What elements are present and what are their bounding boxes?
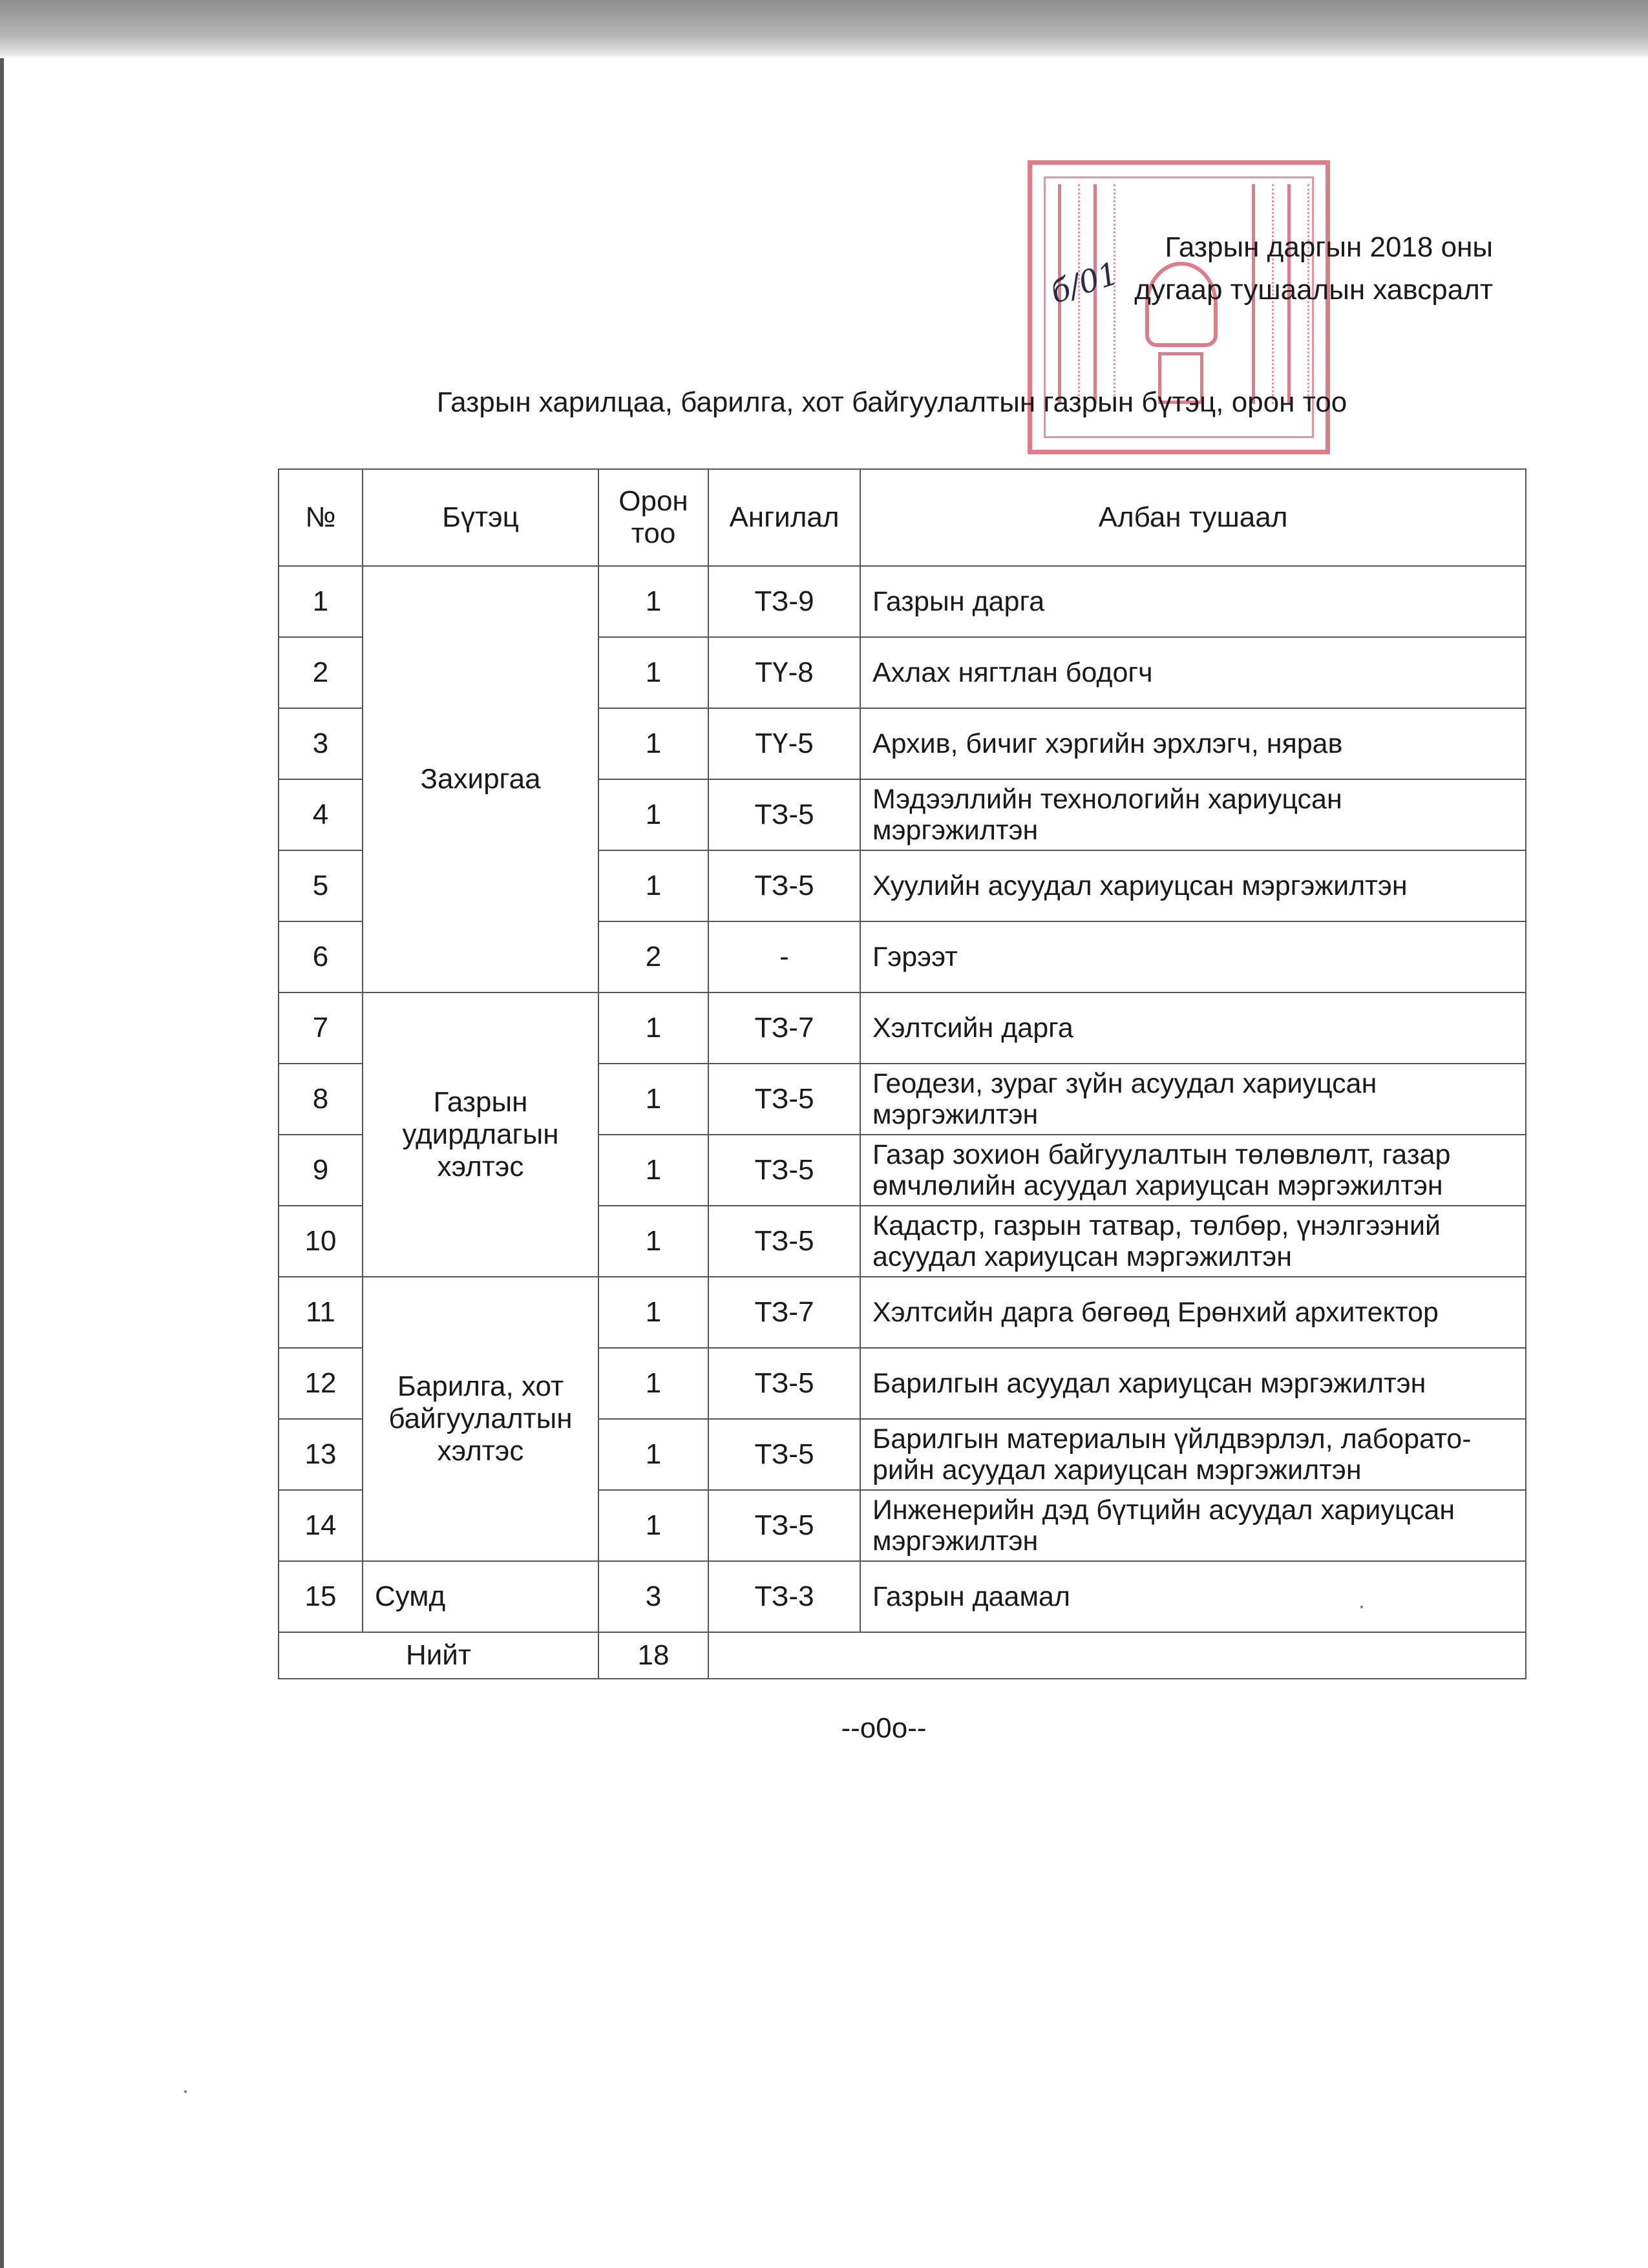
row-position: Хэлтсийн дарга — [860, 992, 1526, 1064]
row-category: ТЗ-5 — [708, 1348, 860, 1419]
row-number: 14 — [279, 1490, 363, 1561]
row-number: 1 — [279, 566, 363, 637]
document-title: Газрын харилцаа, барилга, хот байгуулалтын газрын бүтэц, орон тоо — [436, 386, 1347, 418]
group-land-department — [363, 992, 598, 1277]
total-count: 18 — [598, 1632, 708, 1679]
row-count: 1 — [598, 1419, 708, 1490]
row-count: 1 — [598, 637, 708, 708]
table-total-row — [279, 1632, 1526, 1679]
row-count: 1 — [598, 850, 708, 921]
header-category: Ангилал — [708, 469, 860, 566]
row-number: 3 — [279, 708, 363, 779]
table-row — [279, 1561, 1526, 1632]
table-row — [279, 1277, 1526, 1348]
row-category: ТЗ-7 — [708, 1277, 860, 1348]
row-number: 6 — [279, 921, 363, 992]
structure-table — [278, 468, 1527, 1679]
annex-line-2: дугаар тушаалын хавсралт — [1134, 274, 1493, 306]
row-category: ТЗ-7 — [708, 992, 860, 1064]
header-number: № — [279, 469, 363, 566]
row-count: 1 — [598, 566, 708, 637]
row-count: 1 — [598, 1277, 708, 1348]
row-category: ТЗ-5 — [708, 779, 860, 850]
row-number: 9 — [279, 1135, 363, 1206]
table-row — [279, 992, 1526, 1064]
row-number: 11 — [279, 1277, 363, 1348]
row-count: 1 — [598, 1348, 708, 1419]
total-empty-cell — [708, 1632, 1526, 1679]
row-position: Геодези, зураг зүйн асуудал хариуцсан мэргэжилтэн — [860, 1064, 1526, 1135]
row-number: 4 — [279, 779, 363, 850]
row-category: ТЗ-5 — [708, 850, 860, 921]
row-count: 2 — [598, 921, 708, 992]
row-count: 3 — [598, 1561, 708, 1632]
total-label: Нийт — [279, 1632, 598, 1679]
annex-note — [995, 226, 1493, 311]
row-number: 5 — [279, 850, 363, 921]
row-number: 15 — [279, 1561, 363, 1632]
row-category: ТЗ-5 — [708, 1064, 860, 1135]
row-position: Хэлтсийн дарга бөгөөд Ерөнхий архитектор — [860, 1277, 1526, 1348]
group-land-line-2: удирдлагын — [402, 1118, 559, 1150]
order-number-handwritten: б/01 — [1046, 255, 1123, 311]
row-count: 1 — [598, 1206, 708, 1277]
row-number: 2 — [279, 637, 363, 708]
header-position: Албан тушаал — [860, 469, 1526, 566]
group-build-line-2: байгуулалтын — [388, 1403, 573, 1434]
group-administration: Захиргаа — [363, 566, 598, 992]
row-category: ТҮ-8 — [708, 637, 860, 708]
group-soums: Сумд — [363, 1561, 598, 1632]
row-position: Барилгын асуудал хариуцсан мэргэжилтэн — [860, 1348, 1526, 1419]
row-position: Ахлах нягтлан бодогч — [860, 637, 1526, 708]
row-number: 10 — [279, 1206, 363, 1277]
row-count: 1 — [598, 1490, 708, 1561]
group-build-line-1: Барилга, хот — [397, 1370, 564, 1402]
scan-speck — [184, 2090, 187, 2093]
header-count-line-1: Орон — [618, 485, 688, 517]
row-count: 1 — [598, 1135, 708, 1206]
row-position: Архив, бичиг хэргийн эрхлэгч, нярав — [860, 708, 1526, 779]
row-category: - — [708, 921, 860, 992]
row-category: ТЗ-5 — [708, 1135, 860, 1206]
row-count: 1 — [598, 779, 708, 850]
row-position: Хуулийн асуудал хариуцсан мэргэжилтэн — [860, 850, 1526, 921]
row-category: ТҮ-5 — [708, 708, 860, 779]
header-count — [598, 469, 708, 566]
row-position: Газар зохион байгуулалтын төлөвлөлт, газар өмчлөлийн асуудал хариуцсан мэргэжилтэн — [860, 1135, 1526, 1206]
row-count: 1 — [598, 708, 708, 779]
row-position: Кадастр, газрын татвар, төлбөр, үнэлгээний асуудал хариуцсан мэргэжилтэн — [860, 1206, 1526, 1277]
header-count-line-2: тоо — [631, 518, 676, 549]
row-number: 7 — [279, 992, 363, 1064]
row-number: 12 — [279, 1348, 363, 1419]
group-land-line-3: хэлтэс — [437, 1151, 524, 1182]
row-count: 1 — [598, 992, 708, 1064]
row-count: 1 — [598, 1064, 708, 1135]
header-structure: Бүтэц — [363, 469, 598, 566]
group-build-line-3: хэлтэс — [437, 1435, 524, 1467]
row-category: ТЗ-3 — [708, 1561, 860, 1632]
annex-line-1: Газрын даргын 2018 оны — [1165, 231, 1493, 263]
row-position: Мэдээллийн технологийн хариуцсан мэргэжилтэн — [860, 779, 1526, 850]
row-category: ТЗ-9 — [708, 566, 860, 637]
table-header-row — [279, 469, 1526, 566]
row-position: Гэрээт — [860, 921, 1526, 992]
row-position: Инженерийн дэд бүтцийн асуудал хариуцсан мэргэжилтэн — [860, 1490, 1526, 1561]
group-land-line-1: Газрын — [433, 1086, 528, 1118]
row-position: Барилгын материалын үйлдвэрлэл, лаборато-рийн асуудал хариуцсан мэргэжилтэн — [860, 1419, 1526, 1490]
row-category: ТЗ-5 — [708, 1490, 860, 1561]
row-category: ТЗ-5 — [708, 1206, 860, 1277]
scan-edge-top — [0, 0, 1648, 58]
row-position: Газрын дарга — [860, 566, 1526, 637]
row-position: Газрын даамал — [860, 1561, 1526, 1632]
row-number: 13 — [279, 1419, 363, 1490]
end-mark: --o0o-- — [841, 1712, 927, 1744]
group-construction-department — [363, 1277, 598, 1561]
table-row — [279, 566, 1526, 637]
row-number: 8 — [279, 1064, 363, 1135]
row-category: ТЗ-5 — [708, 1419, 860, 1490]
